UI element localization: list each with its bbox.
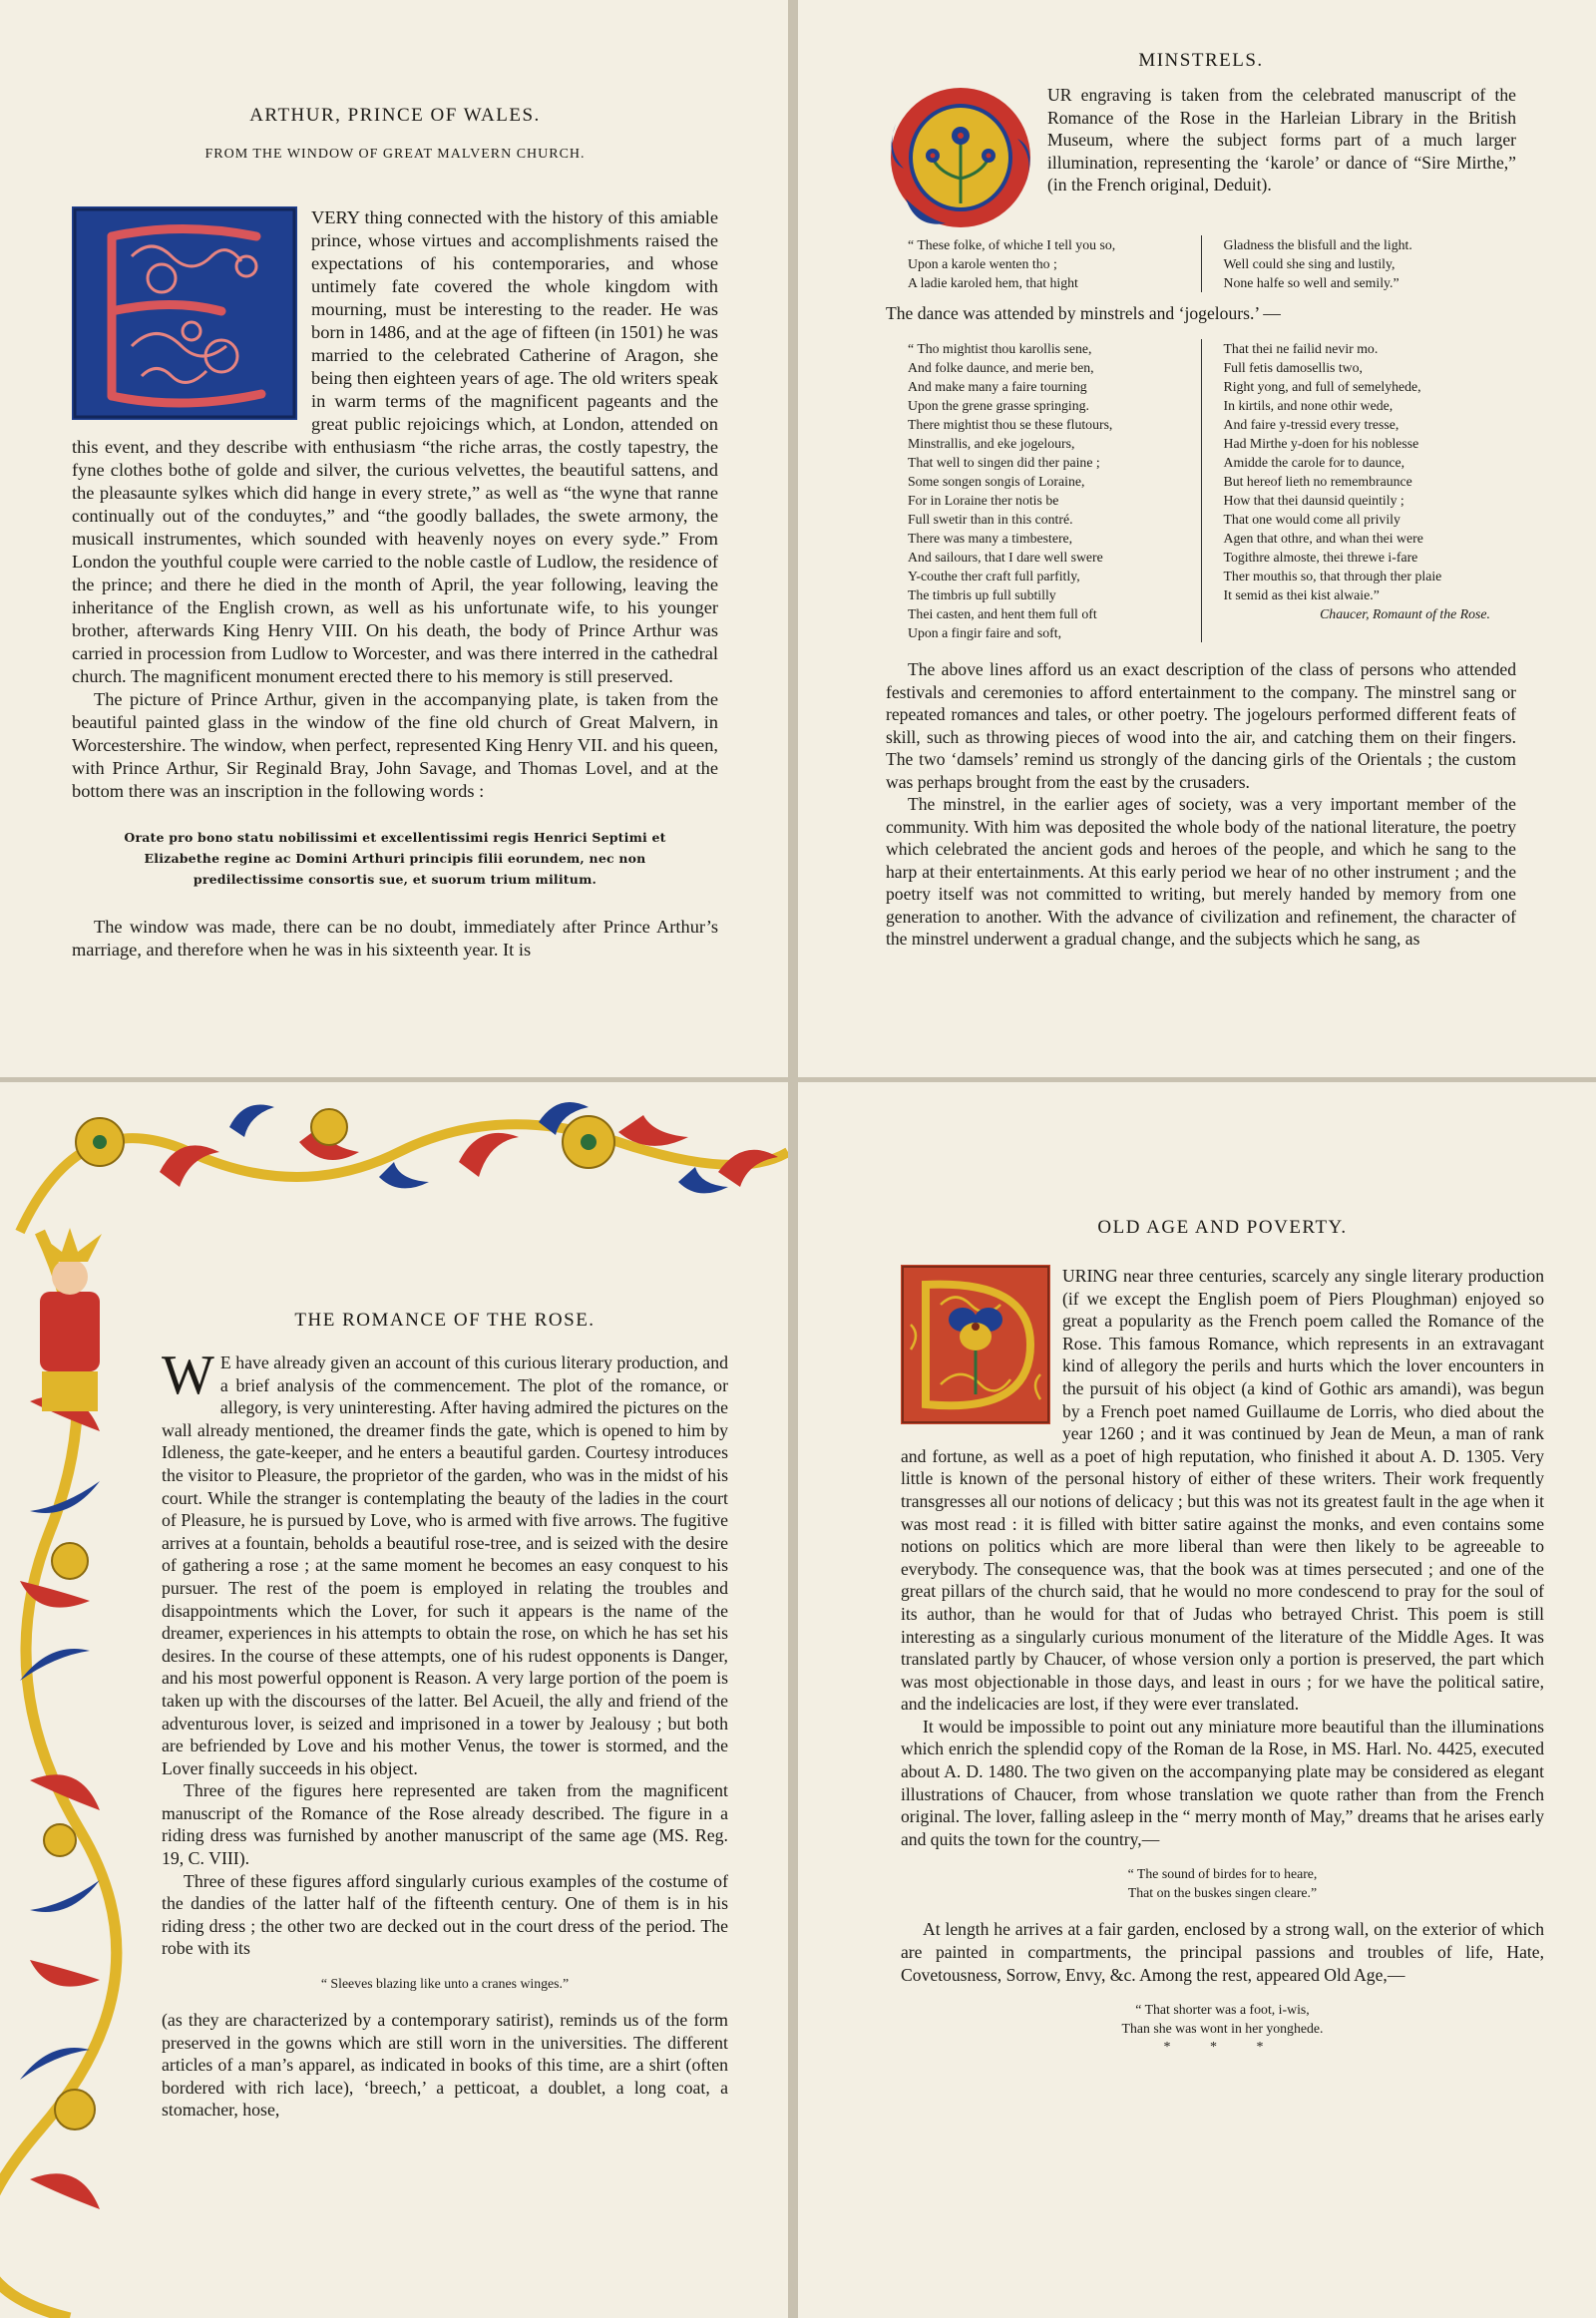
verse-column-left	[886, 339, 1201, 642]
paragraph-4: (as they are characterized by a contemporary satirist), reminds us of the form preserved in the gowns which are still worn in the universities. The different articles of a man’s apparel, as indicated in books of this time, are a shirt (often bordered with rich lace), ‘breech,’ a petticoat, a doublet, a long coat, a stomacher, hose,	[162, 2010, 728, 2121]
inscription: Orate pro bono statu nobilissimi et excellentissimi regis Henrici Septimi et Elizabethe regine ac Domini Arthuri principis filii eorundem, nec non predilectissime consortis sue, et suorum trium militum.	[124, 830, 666, 887]
illuminated-initial-d	[901, 1265, 1050, 1424]
paragraph-3: Three of these figures afford singularly curious examples of the costume of the dandies of the latter half of the fifteenth century. One of them is in his riding dress ; the other two are decked out in the court dress of the period. The robe with its	[162, 1870, 728, 1959]
page-arthur	[0, 0, 788, 1077]
paragraph-2: The picture of Prince Arthur, given in the accompanying plate, is taken from the beautiful painted glass in the window of the fine old church of Great Malvern, in Worcestershire. The window, when perfect, represented King Henry VII. and his queen, with Prince Arthur, Sir Reginald Bray, John Savage, and Thomas Lovel, and at the bottom there was an inscription in the following words :	[72, 689, 718, 801]
verse-line: There mightist thou se these flutours,	[908, 417, 1113, 432]
verse-line: Thei casten, and hent them full oft	[908, 606, 1097, 621]
section-end-stars: * * *	[1163, 2040, 1282, 2056]
verse-line: Right yong, and full of semelyhede,	[1223, 379, 1421, 394]
verse-line: “ These folke, of whiche I tell you so,	[908, 237, 1116, 252]
page-title: MINSTRELS.	[1138, 50, 1264, 71]
verse-block-2	[886, 339, 1516, 642]
verse-line: Upon the grene grasse springing.	[908, 398, 1090, 413]
verse-line: For in Loraine ther notis be	[908, 493, 1059, 508]
verse-line: Togithre almoste, thei threwe i-fare	[1223, 550, 1418, 565]
verse-block-1	[886, 235, 1516, 292]
paragraph-2: Three of the figures here represented are taken from the magnificent manuscript of the Romance of the Rose already described. The figure in a riding dress was furnished by another manuscript of the same age (MS. Reg. 19, C. VIII).	[162, 1780, 728, 1869]
paragraph-1: URING near three centuries, scarcely any single literary production (if we except the English poem of Piers Ploughman) enjoyed so great a popularity as the French poem called the Romance of the Rose. This famous Romance, which represents in an extravagant kind of allegory the perils and hurts which the lover encounters in the pursuit of his object (a kind of Gothic ars amandi), was begun by a French poet named Guillaume de Lorris, who died about the year 1260 ; and it was continued by Jean de Meun, a man of rank and fortune, as well as a poet of high reputation, who finished it about A. D. 1305. Very little is known of the personal history of either of these writers. Their work frequently transgresses all our notions of delicacy ; but this was not its greatest fault in the age when it was most read : it is filled with bitter satire against the monks, and even contains some notions on politics which are more liberal than were then likely to be agreeable to everybody. The consequence was, that the book was at times persecuted ; and one of the great pillars of the church said, that he would no more condescend to pray for the soul of its author, than he would for that of Judas who betrayed Christ. This poem is still interesting as a singularly curious monument of the literature of the Middle Ages. It was translated partly by Chaucer, of whose version only a portion is preserved, the part which was most objectionable in those days, and least in ours ; for we have the political satire, and the indelicacies are lost, if they were ever translated.	[901, 1266, 1544, 1715]
page-minstrels	[798, 0, 1596, 1077]
verse-line: That thei ne failid nevir mo.	[1223, 341, 1379, 356]
page-old-age-and-poverty	[798, 1082, 1596, 2318]
vertical-fold	[788, 0, 798, 2318]
paragraph-2: The dance was attended by minstrels and ‘jogelours.’ —	[886, 303, 1281, 323]
verse-line: “ Tho mightist thou karollis sene,	[908, 341, 1092, 356]
page-romance-of-the-rose	[0, 1082, 788, 2318]
page-title: OLD AGE AND POVERTY.	[1097, 1217, 1348, 1238]
verse-line: The timbris up full subtilly	[908, 587, 1056, 602]
paragraph-1: E have already given an account of this curious literary production, and a brief analysis of the commencement. The plot of the romance, or allegory, is very uninteresting. After having admired the pictures on the wall already mentioned, the dreamer finds the gate, which is opened to him by Idleness, the gate-keeper, and he enters a beautiful garden. Courtesy introduces the visitor to Pleasure, the proprietor of the garden, who was in the midst of his court. While the stranger is contemplating the beauty of the ladies in the court of Pleasure, he is pursued by Love, who is armed with five arrows. The fugitive arrives at a fountain, beholds a beautiful rose-tree, and is seized with the desire of gathering a rose ; at the same moment he becomes an easy conquest to his pursuer. The rest of the poem is employed in relating the troubles and disappointments which the Lover, for such it appears is the name of the dreamer, experiences in his attempts to obtain the rose, on which he has set his desires. In the course of these attempts, one of his rudest opponents is Danger, and his most powerful opponent is Reason. A very large portion of the poem is taken up with the discourses of the latter. Bel Acueil, the ally and friend of the adventurous lover, is seized and imprisoned in a tower by Jealousy ; but both are befriended by Love and his mother Venus, the tower is stormed, and the Lover finally succeeds in his object.	[162, 1352, 728, 1778]
verse-line: None halfe so well and semily.”	[1223, 275, 1399, 290]
verse-line: That well to singen did ther paine ;	[908, 455, 1100, 470]
quote-line: That on the buskes singen cleare.”	[1127, 1885, 1318, 1901]
verse-line: It semid as thei kist alwaie.”	[1223, 587, 1380, 602]
verse-line: And sailours, that I dare well swere	[908, 550, 1103, 565]
verse-column-right	[1201, 339, 1517, 642]
quote-2	[901, 2000, 1544, 2038]
paragraph-4: The minstrel, in the earlier ages of society, was a very important member of the community. With him was deposited the whole body of the national literature, the poetry which celebrated the ancient gods and heroes of the people, and which he sang to the harp at their entertainments. At this early period we hear of no other instrument ; and the poetry itself was not committed to writing, but merely handed by memory from one generation to another. With the advance of civilization and refinement, the character of the minstrel underwent a gradual change, and the subjects which he sang, as	[886, 794, 1516, 949]
verse-line: Upon a fingir faire and soft,	[908, 625, 1062, 640]
paragraph-3: The above lines afford us an exact description of the class of persons who attended festivals and ceremonies to afford entertainment to the company. The minstrel sang or repeated romances and tales, or other poetry. The jogelours performed different feats of skill, such as throwing pieces of wood into the air, and catching them on their fingers. The two ‘damsels’ remind us strongly of the dancing girls of the Orientals ; the custom was perhaps brought from the east by the crusaders.	[886, 659, 1516, 792]
verse-line: Some songen songis of Loraine,	[908, 474, 1085, 489]
illuminated-initial-e	[72, 206, 297, 420]
quote-line: “ The sound of birdes for to heare,	[1127, 1866, 1318, 1882]
illuminated-initial-o	[886, 84, 1035, 231]
paragraph-1: UR engraving is taken from the celebrated manuscript of the Romance of the Rose in the Harleian Library in the British Museum, where the subject forms part of a much larger illumination, representing the ‘karole’ or dance of “Sire Mirthe,” (in the French original, Deduit).	[1047, 85, 1516, 194]
page-subtitle: FROM THE WINDOW OF GREAT MALVERN CHURCH.	[204, 147, 586, 162]
page-title: ARTHUR, PRINCE OF WALES.	[249, 105, 541, 126]
verse-line: Full swetir than in this contré.	[908, 512, 1073, 527]
illuminated-left-border	[0, 1082, 160, 2318]
verse-line: But hereof lieth no remembraunce	[1223, 474, 1412, 489]
verse-line: Minstrallis, and eke jogelours,	[908, 436, 1075, 451]
verse-line: Amidde the carole for to daunce,	[1223, 455, 1405, 470]
quote-line: Than she was wont in her yonghede.	[1121, 2021, 1324, 2037]
paragraph-2: It would be impossible to point out any miniature more beautiful than the illuminations which enrich the splendid copy of the Roman de la Rose, in MS. Harl. No. 4425, executed about A. D. 1480. The two given on the accompanying plate may be considered as elegant illustrations of Chaucer, from whose translation we quote rather than from the French original. The lover, falling asleep in the “ merry month of May,” dreams that he arises early and quits the town for the country,—	[901, 1716, 1544, 1849]
verse-line: And faire y-tressid every tresse,	[1223, 417, 1399, 432]
verse-line: That one would come all privily	[1223, 512, 1400, 527]
verse-attribution: Chaucer, Romaunt of the Rose.	[1320, 606, 1490, 621]
verse-line: Y-couthe ther craft full parfitly,	[908, 569, 1080, 583]
verse-line: How that thei daunsid queintily ;	[1223, 493, 1404, 508]
verse-line: Upon a karole wenten tho ;	[908, 256, 1057, 271]
verse-column-left	[886, 235, 1201, 292]
quote: “ Sleeves blazing like unto a cranes winges.”	[320, 1976, 570, 1992]
initial-w: W	[162, 1345, 214, 1406]
verse-line: A ladie karoled hem, that hight	[908, 275, 1078, 290]
quote-1	[901, 1864, 1544, 1902]
page-title: THE ROMANCE OF THE ROSE.	[294, 1310, 596, 1331]
verse-line: Ther mouthis so, that through ther plaie	[1223, 569, 1442, 583]
quote-line: “ That shorter was a foot, i-wis,	[1135, 2002, 1310, 2018]
paragraph-3: At length he arrives at a fair garden, enclosed by a strong wall, on the exterior of which are painted in compartments, the principal passions and troubles of life, Hate, Covetousness, Sorrow, Envy, &c. Among the rest, appeared Old Age,—	[901, 1919, 1544, 1985]
verse-column-right	[1201, 235, 1517, 292]
verse-line: There was many a timbestere,	[908, 531, 1073, 546]
paragraph-1: VERY thing connected with the history of this amiable prince, whose virtues and accomplishments raised the expectations of his contemporaries, and whose untimely fate covered the whole kingdom with mourning, must be interesting to the reader. He was born in 1486, and at the age of fifteen (in 1501) he was married to the celebrated Catherine of Aragon, she being then eighteen years of age. The old writers speak in warm terms of the magnificent pageants and the great public rejoicings which, at London, attended on this event, and they describe with enthusiasm “the riche arras, the costly tapestry, the fyne clothes bothe of golde and silver, the curious velvettes, the beautiful sattens, and the pleasaunte sylkes which did hange in every strete,” as well as “the wyne that ranne continually out of the conduytes,” and “the goodly ballades, the swete armony, the musicall instrumentes, which sounded with heavenly noyes on every syde.” From London the youthful couple were carried to the noble castle of Ludlow, the residence of the prince; and there he died in the month of April, the year following, leaving the inheritance of the English crown, as well as his unfortunate wife, to his younger brother, afterwards King Henry VIII. On his death, the body of Prince Arthur was carried in procession from Ludlow to Worcester, and was there interred in the cathedral church. The magnificent monument erected there to his memory is still preserved.	[72, 207, 718, 686]
verse-line: Well could she sing and lustily,	[1223, 256, 1396, 271]
verse-line: Agen that othre, and whan thei were	[1223, 531, 1423, 546]
verse-line: And make many a faire tourning	[908, 379, 1087, 394]
verse-line: Had Mirthe y-doen for his noblesse	[1223, 436, 1419, 451]
paragraph-3: The window was made, there can be no doubt, immediately after Prince Arthur’s marriage, and therefore when he was in his sixteenth year. It is	[72, 917, 718, 960]
verse-line: Full fetis damosellis two,	[1223, 360, 1363, 375]
verse-line: And folke daunce, and merie ben,	[908, 360, 1094, 375]
verse-line: Gladness the blisfull and the light.	[1223, 237, 1412, 252]
verse-line: In kirtils, and none othir wede,	[1223, 398, 1394, 413]
